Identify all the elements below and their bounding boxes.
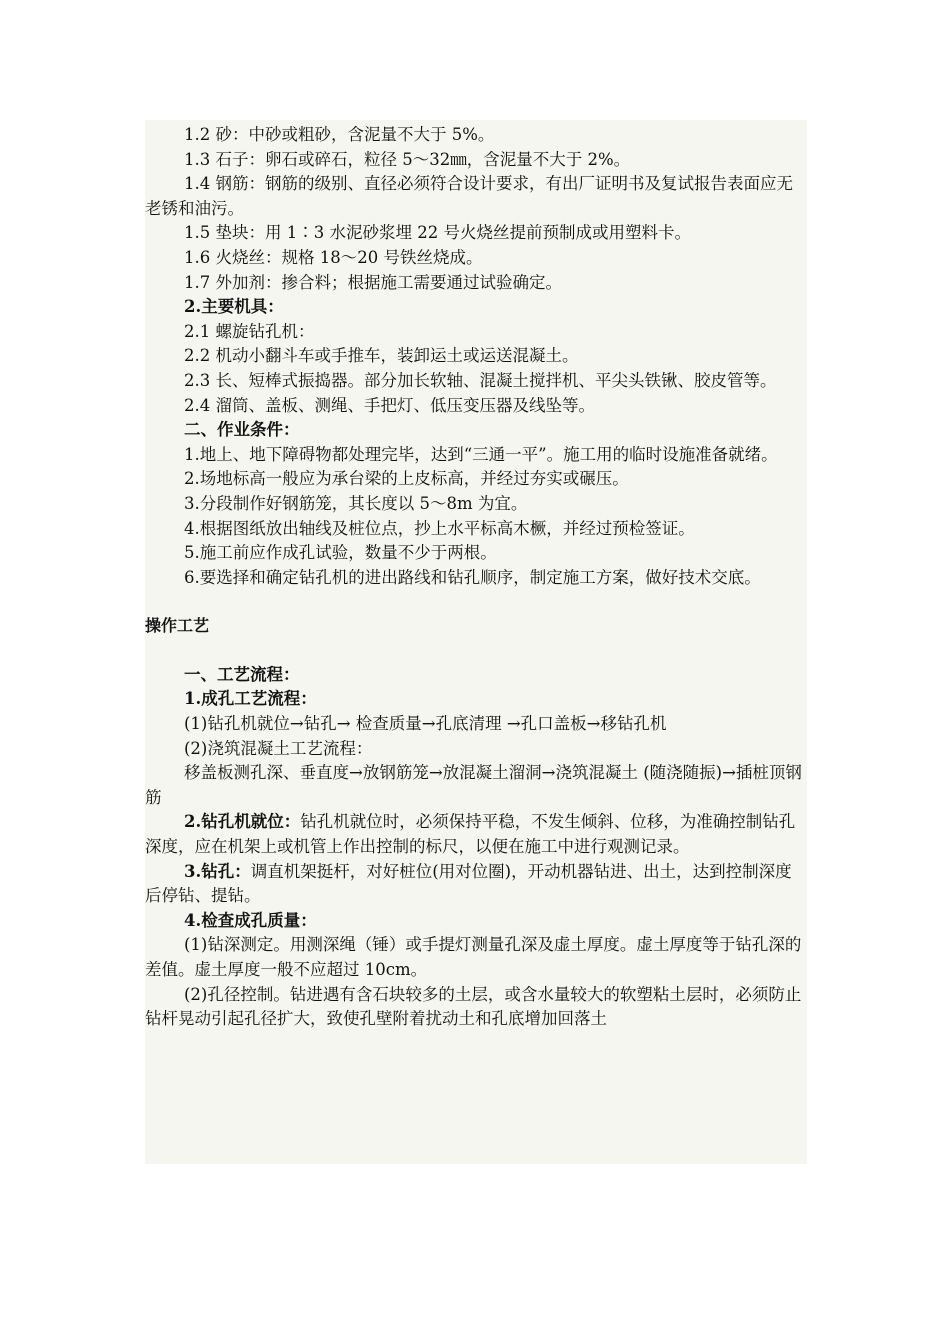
tool-item: 2.2 机动小翻斗车或手推车，装卸运土或运送混凝土。: [184, 346, 579, 366]
hole-flow: (1)钻孔机就位→钻孔→ 检查质量→孔底清理 →孔口盖板→移钻孔机: [184, 714, 667, 734]
condition-item: 3.分段制作好钢筋笼，其长度以 5～8m 为宜。: [184, 493, 528, 513]
pour-flow: 移盖板测孔深、垂直度→放钢筋笼→放混凝土溜洞→浇筑混凝土 (随浇随振)→插桩顶钢筋: [145, 763, 802, 807]
section-heading: 操作工艺: [145, 616, 210, 636]
step-4-item: (1)钻深测定。用测深绳（锤）或手提灯测量孔深及虚土厚度。虚土厚度等于钻孔深的差值。虚土厚度一般不应超过 10cm。: [145, 935, 802, 979]
tool-item: 2.4 溜筒、盖板、测绳、手把灯、低压变压器及线坠等。: [184, 395, 595, 415]
condition-item: 6.要选择和确定钻孔机的进出路线和钻孔顺序，制定施工方案，做好技术交底。: [184, 567, 761, 587]
tools-title: 2.主要机具：: [184, 297, 284, 317]
condition-item: 5.施工前应作成孔试验，数量不少于两根。: [184, 543, 497, 563]
condition-item: 1.地上、地下障碍物都处理完毕，达到“三通一平”。施工用的临时设施准备就绪。: [184, 444, 778, 464]
material-item: 1.3 石子：卵石或碎石，粒径 5～32㎜，含泥量不大于 2%。: [184, 149, 631, 169]
condition-item: 2.场地标高一般应为承台梁的上皮标高，并经过夯实或碾压。: [184, 469, 629, 489]
step-2-title: 2.钻孔机就位：: [184, 812, 301, 832]
conditions-title: 二、作业条件：: [184, 420, 300, 440]
step-3-title: 3.钻孔：: [184, 861, 251, 881]
tool-item: 2.1 螺旋钻孔机：: [184, 321, 315, 341]
material-item: 1.4 钢筋：钢筋的级别、直径必须符合设计要求，有出厂证明书及复试报告表面应无老锈和油污。: [145, 174, 793, 218]
condition-item: 4.根据图纸放出轴线及桩位点，抄上水平标高木橛，并经过预检签证。: [184, 518, 695, 538]
hole-flow-title: 1.成孔工艺流程：: [184, 689, 317, 709]
step-4-item: (2)孔径控制。钻进遇有含石块较多的土层，或含水量较大的软塑粘土层时，必须防止钻杆晃动引起孔径扩大，致使孔壁附着扰动土和孔底增加回落土: [145, 984, 802, 1029]
step-2-text: 钻孔机就位时，必须保持平稳，不发生倾斜、位移，为准确控制钻孔深度，应在机架上或机管上作出控制的标尺，以便在施工中进行观测记录。: [145, 812, 796, 857]
material-item: 1.7 外加剂：掺合料；根据施工需要通过试验确定。: [184, 272, 562, 292]
step-3: [145, 860, 807, 909]
step-2: [145, 810, 807, 859]
material-item: 1.5 垫块：用 1∶3 水泥砂浆埋 22 号火烧丝提前预制成或用塑料卡。: [184, 223, 691, 243]
material-item: 1.2 砂：中砂或粗砂，含泥量不大于 5%。: [184, 125, 495, 144]
step-3-text: 调直机架挺杆，对好桩位(用对位圈)，开动机器钻进、出土，达到控制深度后停钻、提钻。: [145, 861, 792, 906]
step-4-title: 4.检查成孔质量：: [184, 910, 317, 930]
flow-title: 一、工艺流程：: [184, 664, 300, 684]
document-page: [145, 120, 807, 1164]
document-body: [145, 120, 807, 1032]
material-item: 1.6 火烧丝：规格 18～20 号铁丝烧成。: [184, 247, 483, 267]
pour-flow-title: (2)浇筑混凝土工艺流程：: [184, 738, 373, 758]
tool-item: 2.3 长、短棒式振捣器。部分加长软轴、混凝土搅拌机、平尖头铁锹、胶皮管等。: [184, 370, 777, 390]
